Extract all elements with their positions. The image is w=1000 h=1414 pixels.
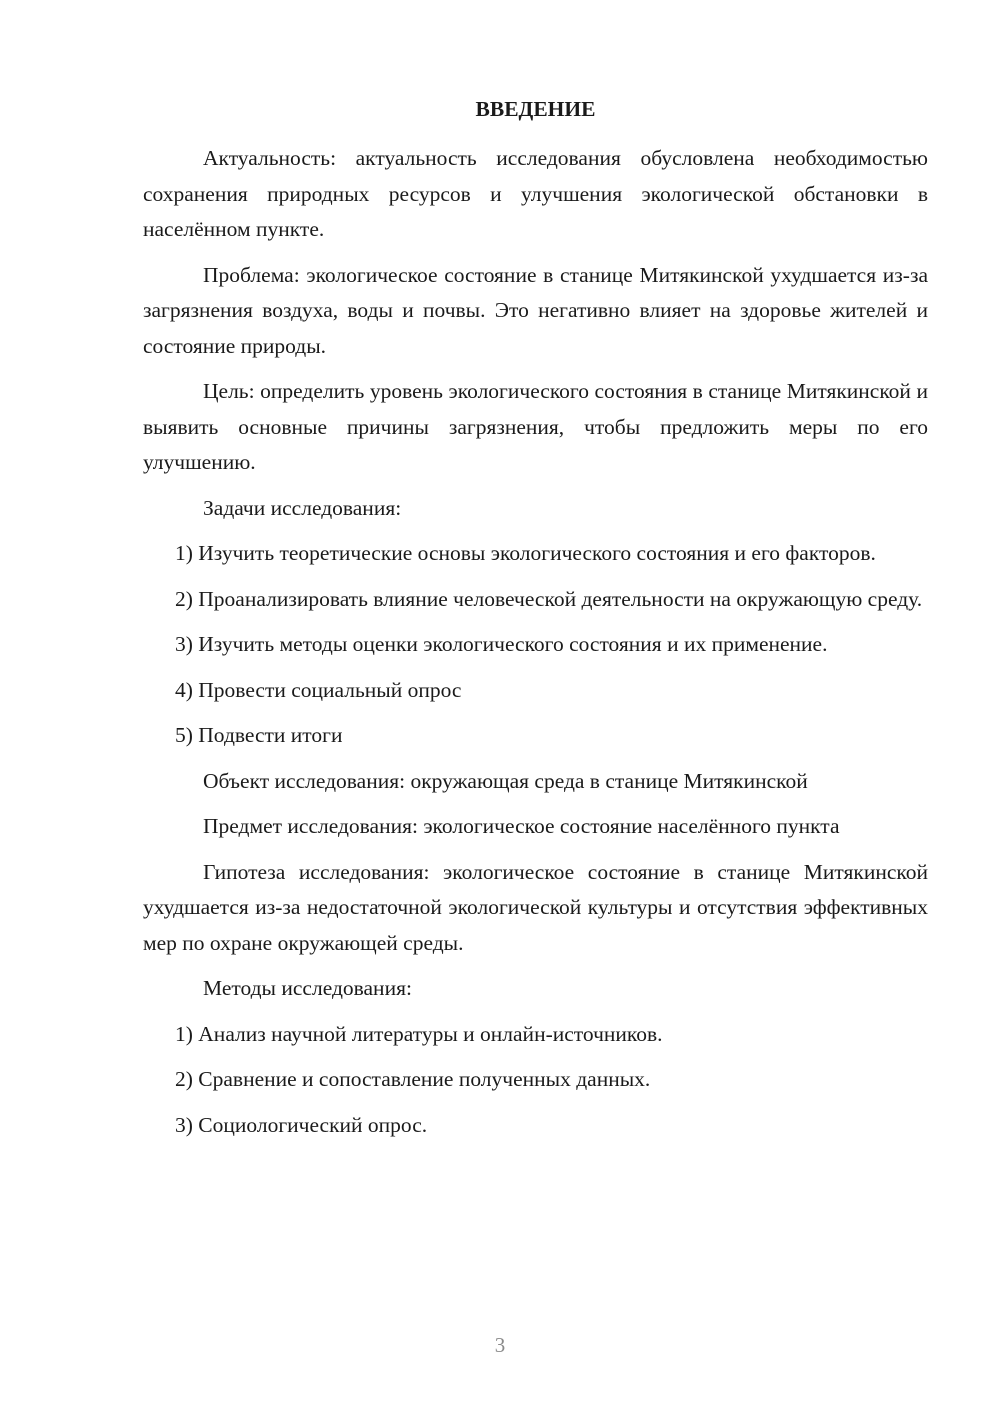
hypothesis-paragraph: Гипотеза исследования: экологическое состояние в станице Митякинской ухудшается из-за недостаточной экологической культуры и отсутствия эффективных мер по охране окружающей среды. bbox=[143, 859, 928, 955]
problem-paragraph: Проблема: экологическое состояние в станице Митякинской ухудшается из-за загрязнения воздуха, воды и почвы. Это негативно влияет на здоровье жителей и состояние природы. bbox=[143, 262, 928, 358]
goal-paragraph: Цель: определить уровень экологического состояния в станице Митякинской и выявить основные причины загрязнения, чтобы предложить меры по его улучшению. bbox=[143, 379, 928, 474]
document-page bbox=[143, 92, 928, 1153]
tasks-heading: Задачи исследования: bbox=[203, 495, 402, 520]
relevance-paragraph: Актуальность: актуальность исследования обусловлена необходимостью сохранения природных ресурсов и улучшения экологической обстановки в населённом пункте. bbox=[143, 146, 928, 241]
subject-paragraph: Предмет исследования: экологическое состояние населённого пункта bbox=[203, 814, 840, 838]
method-item: 3) Социологический опрос. bbox=[175, 1112, 428, 1137]
object-paragraph: Объект исследования: окружающая среда в станице Митякинской bbox=[203, 768, 808, 793]
task-item: 3) Изучить методы оценки экологического состояния и их применение. bbox=[175, 632, 828, 656]
method-item: 1) Анализ научной литературы и онлайн-источников. bbox=[175, 1021, 663, 1046]
page-title: ВВЕДЕНИЕ bbox=[475, 97, 596, 121]
page-number: 3 bbox=[494, 1333, 506, 1357]
method-item: 2) Сравнение и сопоставление полученных данных. bbox=[175, 1067, 651, 1091]
task-item: 2) Проанализировать влияние человеческой деятельности на окружающую среду. bbox=[175, 586, 923, 611]
task-item: 5) Подвести итоги bbox=[175, 723, 343, 747]
methods-heading: Методы исследования: bbox=[203, 976, 412, 1000]
task-item: 4) Провести социальный опрос bbox=[175, 677, 462, 702]
task-item: 1) Изучить теоретические основы экологического состояния и его факторов. bbox=[175, 541, 876, 565]
